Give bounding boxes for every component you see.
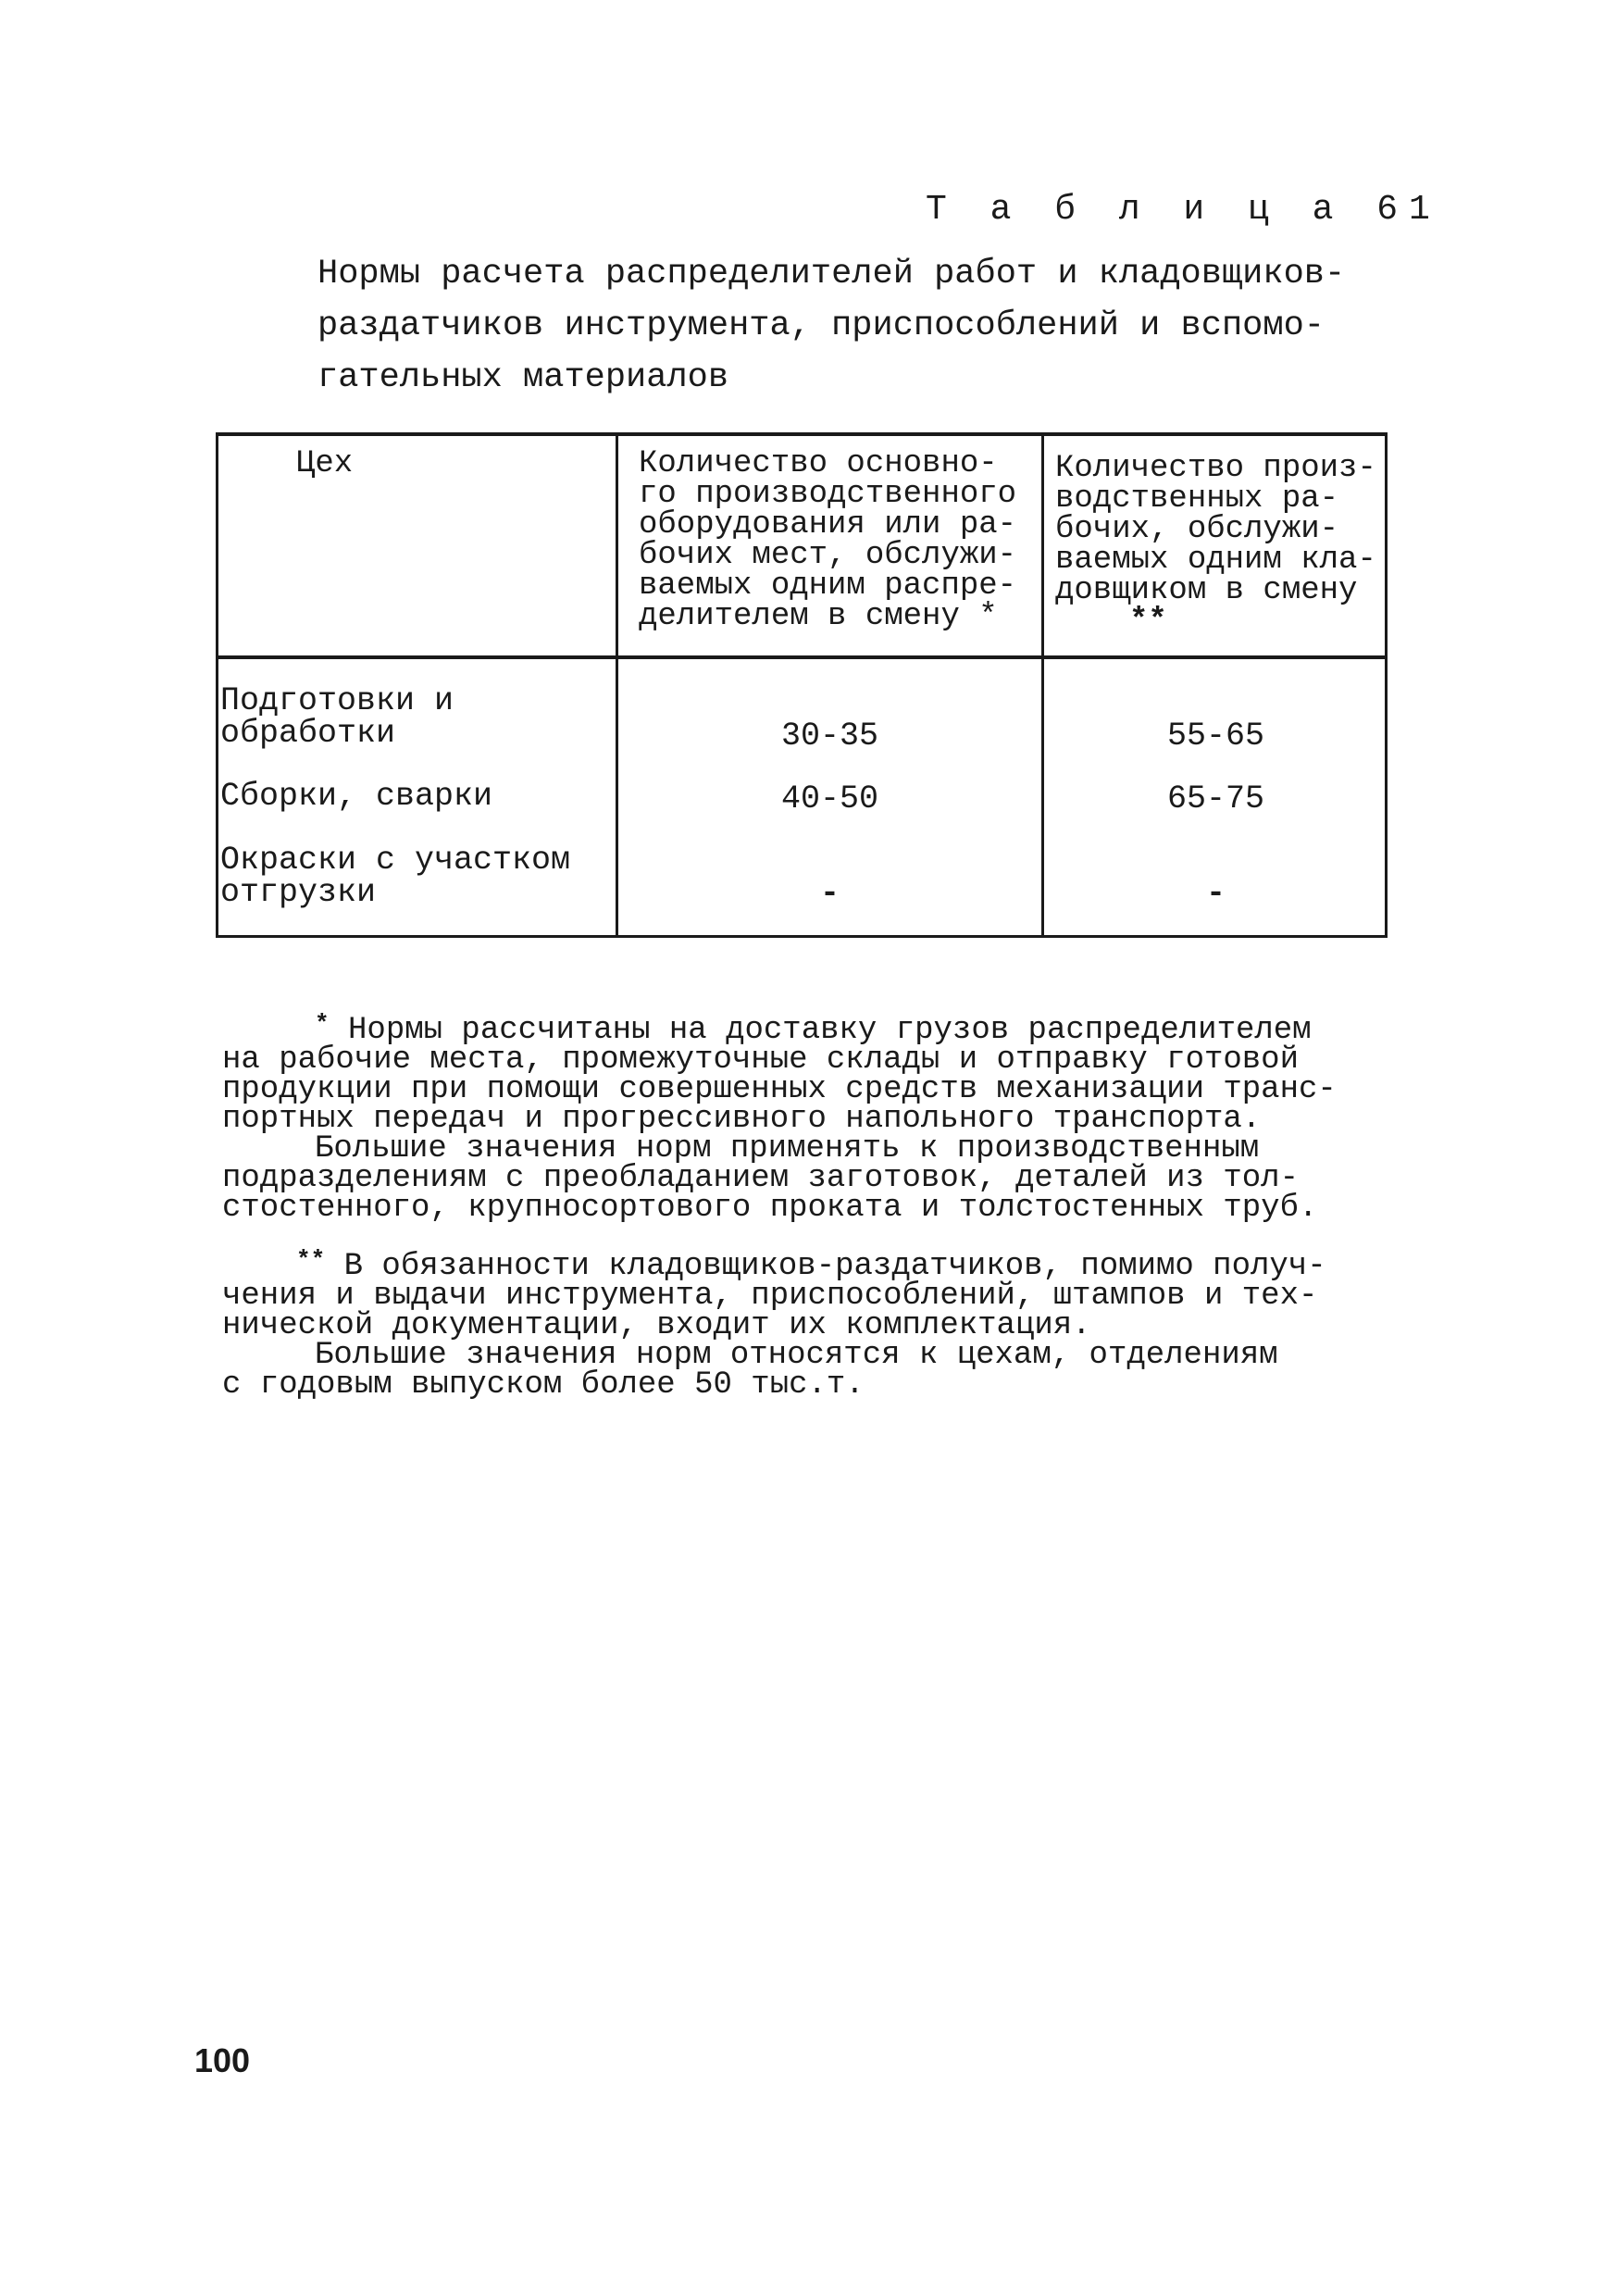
table-cell-storekeepers: 65-75 bbox=[1166, 780, 1265, 817]
table-cell-distributors: 40-50 bbox=[780, 780, 879, 817]
table-row-shop: Сборки, сварки bbox=[220, 778, 493, 815]
caption-line: гательных материалов bbox=[317, 358, 729, 397]
caption-line: раздатчиков инструмента, приспособлений и вспомо- bbox=[317, 306, 1325, 345]
table-cell-distributors: - bbox=[819, 875, 840, 912]
double-asterisk-marker: ** bbox=[296, 1246, 326, 1274]
table-row-shop: Окраски с участком отгрузки bbox=[220, 842, 571, 911]
table-number: Т а б л и ц а 61 bbox=[926, 190, 1441, 230]
table-cell-distributors: 30-35 bbox=[780, 718, 879, 755]
header-distributors: Количество основно- го производственного оборудования или ра- бочих мест, обслужи- ваемых одним распре- делителем в смену * bbox=[639, 446, 1017, 634]
table-divider bbox=[1041, 432, 1044, 938]
footnote-2: ** В обязанности кладовщиков-раздатчиков, помимо получ- чения и выдачи инструмента, приспособлений, штампов и тех- нической документации, входит их комплектация. Большие значения норм относятся к цехам, отделениям с годовым выпуском более 50 тыс.т. bbox=[222, 1246, 1326, 1403]
page-number: 100 bbox=[194, 2041, 251, 2079]
header-shop: Цех bbox=[296, 446, 354, 481]
footnote-1: * Нормы рассчитаны на доставку грузов распределителем на рабочие места, промежуточные склады и отправку готовой продукции при помощи совершенных средств механизации транс- портных передач и прогрессивного напольного транспорта. Большие значения норм применять к производственным подразделениям с преобладанием заготовок, деталей из тол- стостенного, крупносортового проката и толстостенных труб. bbox=[222, 1010, 1337, 1226]
table-cell-storekeepers: - bbox=[1205, 875, 1226, 912]
asterisk-marker: * bbox=[315, 1010, 330, 1038]
table-caption bbox=[317, 248, 1346, 404]
header-storekeepers: Количество произ- водственных ра- бочих, обслужи- ваемых одним кла- довщиком в смену ** bbox=[1055, 451, 1376, 639]
table-cell-storekeepers: 55-65 bbox=[1166, 718, 1265, 755]
header-divider bbox=[216, 655, 1388, 659]
table-divider bbox=[616, 432, 618, 938]
table-row-shop: Подготовки и обработки bbox=[220, 682, 454, 752]
caption-line: Нормы расчета распределителей работ и кладовщиков- bbox=[317, 255, 1346, 293]
